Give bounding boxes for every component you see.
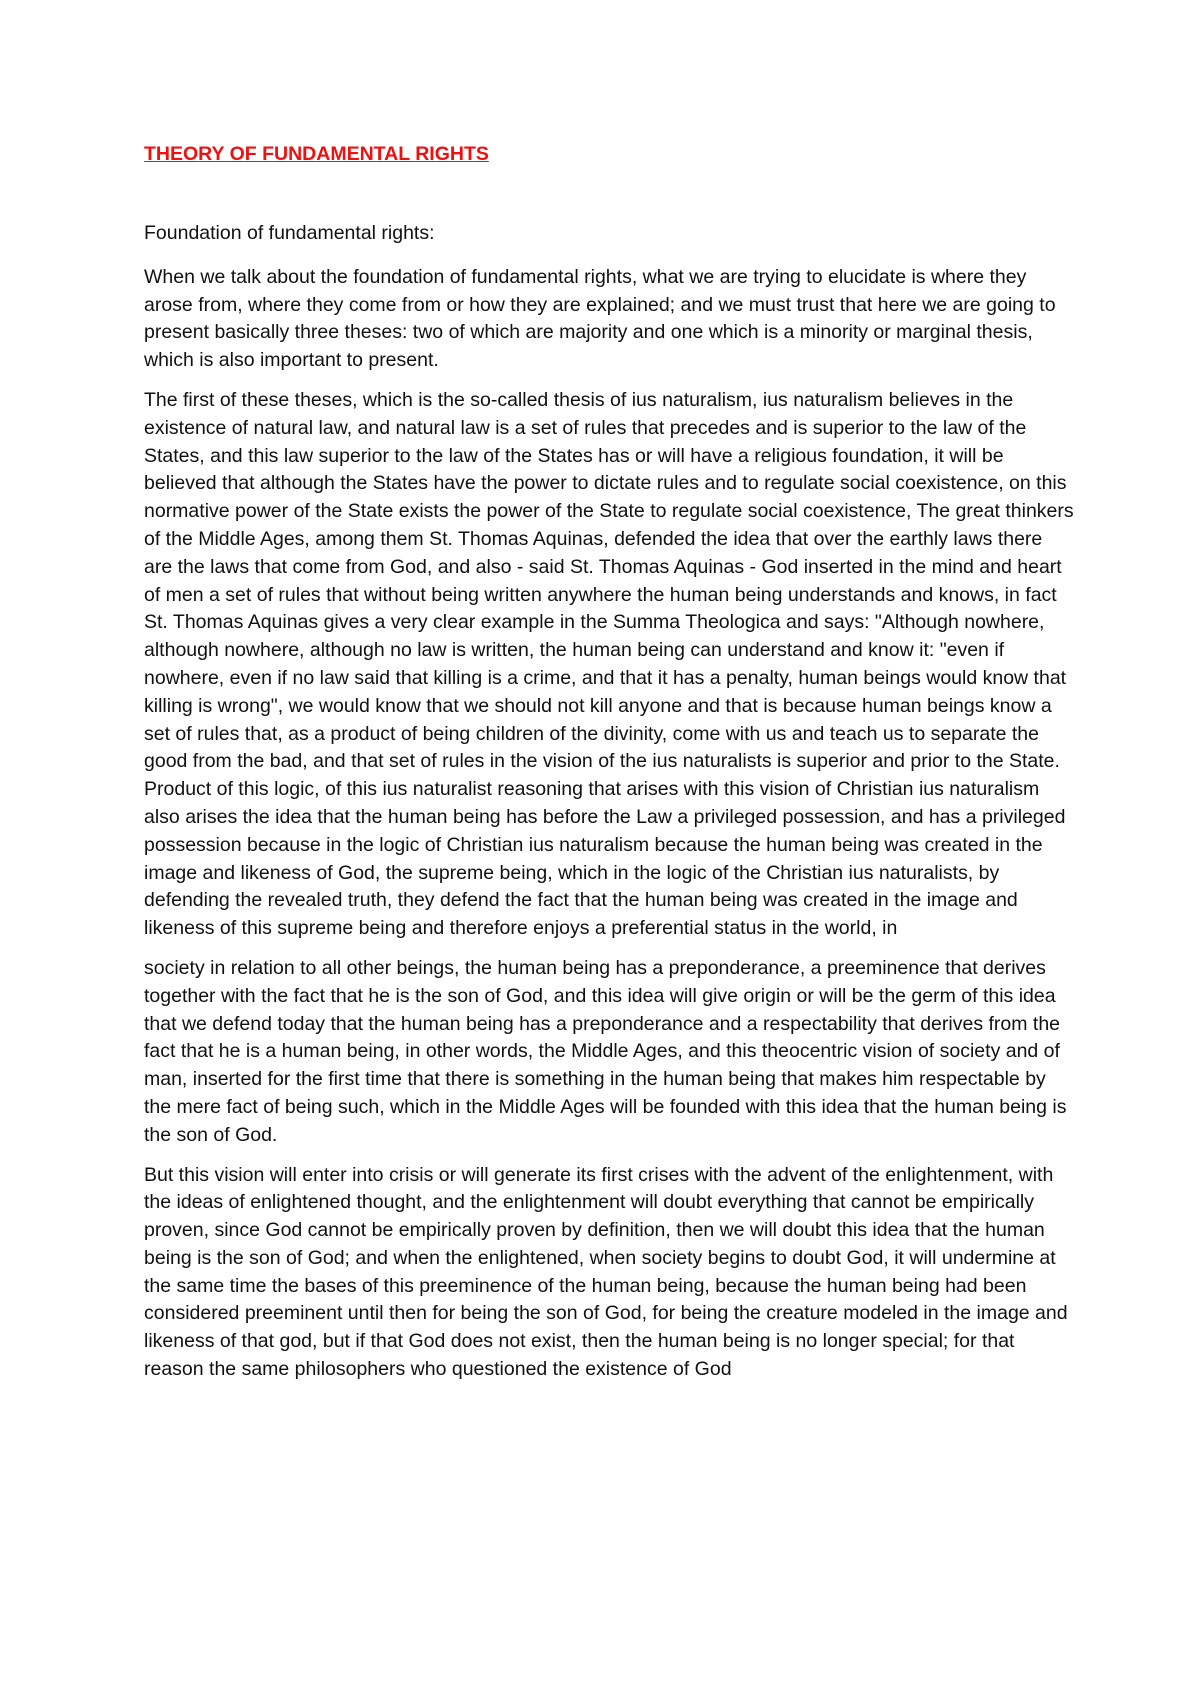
paragraph-3: society in relation to all other beings, the human being has a preponderance, a preeminence that derives together with the fact that he is the son of God, and this idea will give origin or will be the germ of this idea that we defend today that the human being has a preponderance and a respectability that derives from the fact that he is a human being, in other words, the Middle Ages, and this theocentric vision of society and of man, inserted for the first time that there is something in the human being that makes him respectable by the mere fact of being such, which in the Middle Ages will be founded with this idea that the human being is the son of God.	[144, 956, 1067, 1146]
paragraph-4: But this vision will enter into crisis or will generate its first crises with the advent of the enlightenment, with the ideas of enlightened thought, and the enlightenment will doubt everything that cannot be empirically proven, since God cannot be empirically proven by definition, then we will doubt this idea that the human being is the son of God; and when the enlightened, when society begins to doubt God, it will undermine at the same time the bases of this preeminence of the human being, because the human being had been considered preeminent until then for being the son of God, for being the creature modeled in the image and likeness of that god, but if that God does not exist, then the human being is no longer special; for that reason the same philosophers who questioned the existence of God	[144, 1163, 1068, 1381]
section-subheading: Foundation of fundamental rights:	[144, 222, 435, 244]
paragraph-2: The first of these theses, which is the so-called thesis of ius naturalism, ius naturalism believes in the existence of natural law, and natural law is a set of rules that precedes and is superior to the law of the States, and this law superior to the law of the States has or will have a religious foundation, it will be believed that although the States have the power to dictate rules and to regulate social coexistence, on this normative power of the State exists the power of the State to regulate social coexistence, The great thinkers of the Middle Ages, among them St. Thomas Aquinas, defended the idea that over the earthly laws there are the laws that come from God, and also - said St. Thomas Aquinas - God inserted in the mind and heart of men a set of rules that without being written anywhere the human being understands and knows, in fact St. Thomas Aquinas gives a very clear example in the Summa Theologica and says: "Although nowhere, although nowhere, although no law is written, the human being can understand and know it: "even if nowhere, even if no law said that killing is a crime, and that it has a penalty, human beings would know that killing is wrong", we would know that we should not kill anyone and that is because human beings know a set of rules that, as a product of being children of the divinity, come with us and teach us to separate the good from the bad, and that set of rules in the vision of the ius naturalists is superior and prior to the State. Product of this logic, of this ius naturalist reasoning that arises with this vision of Christian ius naturalism also arises the idea that the human being has before the Law a privileged possession, and has a privileged possession because in the logic of Christian ius naturalism because the human being was created in the image and likeness of God, the supreme being, which in the logic of the Christian ius naturalists, by defending the revealed truth, they defend the fact that the human being was created in the image and likeness of this supreme being and therefore enjoys a preferential status in the world, in	[144, 388, 1074, 940]
document-title: THEORY OF FUNDAMENTAL RIGHTS	[144, 143, 489, 165]
paragraph-1: When we talk about the foundation of fundamental rights, what we are trying to elucidate is where they arose from, where they come from or how they are explained; and we must trust that here we are going to present basically three theses: two of which are majority and one which is a minority or marginal thesis, which is also important to present.	[144, 265, 1056, 372]
document-body	[144, 140, 1074, 1396]
